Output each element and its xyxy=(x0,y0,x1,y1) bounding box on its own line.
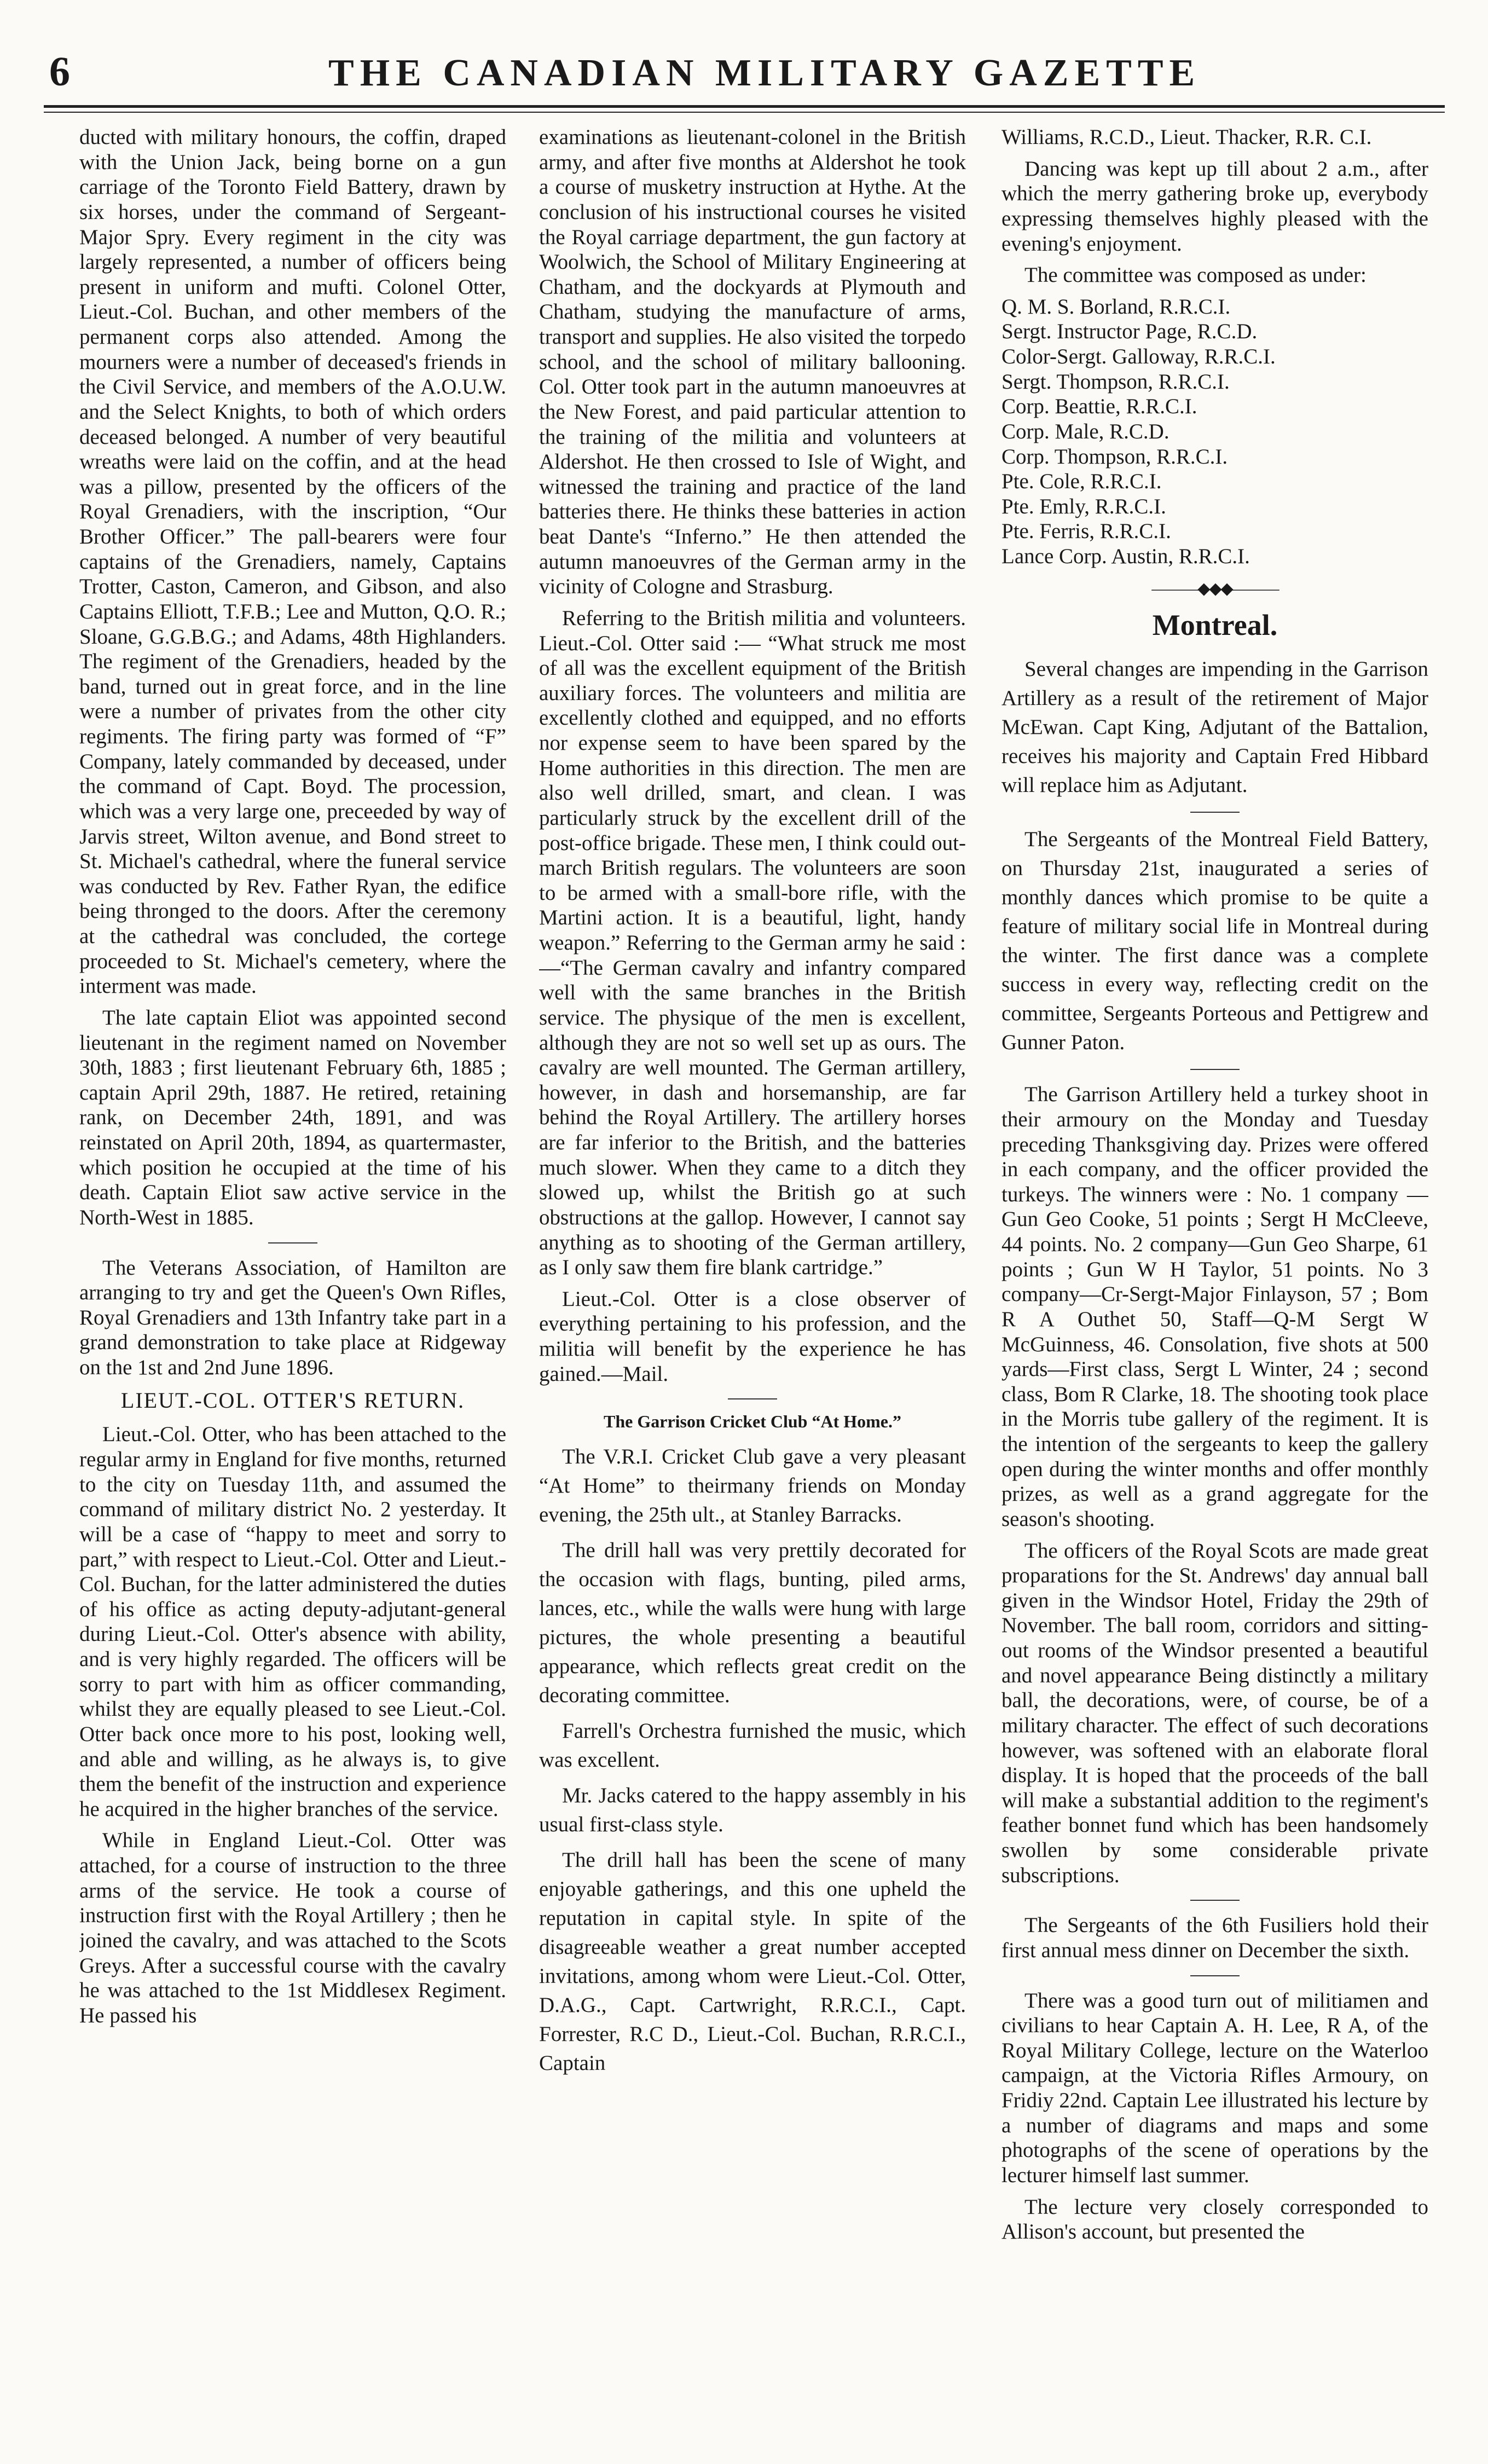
page-number: 6 xyxy=(49,49,70,95)
list-item: Q. M. S. Borland, R.R.C.I. xyxy=(1001,294,1231,319)
article-paragraph: The Sergeants of the Montreal Field Battery, on Thursday 21st, inaugurated a series of monthly dances which promise to be quite a feature of military social life in Montreal during the winter. The first dance was a complete success in every way, reflecting credit on the committee, Sergeants Porteous and Pettigrew and Gunner Paton. xyxy=(1001,828,1428,1055)
list-item: Corp. Thompson, R.R.C.I. xyxy=(1001,444,1228,468)
section-divider xyxy=(1190,812,1240,813)
list-item: Corp. Beattie, R.R.C.I. xyxy=(1001,395,1197,419)
committee-list xyxy=(1001,294,1428,569)
article-paragraph: Farrell's Orchestra furnished the music, which was excellent. xyxy=(539,1719,966,1772)
list-item: Pte. Emly, R.R.C.I. xyxy=(1001,494,1166,518)
section-divider xyxy=(268,1242,317,1243)
article-paragraph: The drill hall has been the scene of many enjoyable gatherings, and this one upheld the reputation in capital style. In spite of the disagreeable weather a great number accepted invitations, among whom were Lieut.-Col. Otter, D.A.G., Capt. Cartwright, R.R.C.I., Capt. Forrester, R.C D., Lieut.-Col. Buchan, R.R.C.I., Captain xyxy=(539,1848,966,2075)
list-item: Pte. Cole, R.R.C.I. xyxy=(1001,470,1162,494)
header-rule-thick xyxy=(44,105,1445,108)
article-paragraph: The V.R.I. Cricket Club gave a very pleasant “At Home” to theirmany friends on Monday evening, the 25th ult., at Stanley Barracks. xyxy=(539,1444,966,1526)
section-divider xyxy=(728,1398,777,1399)
ornament-divider: ———◆◆◆——— xyxy=(1151,579,1278,598)
section-divider xyxy=(1190,1069,1240,1070)
list-item: Color-Sergt. Galloway, R.R.C.I. xyxy=(1001,345,1276,368)
article-paragraph: Mr. Jacks catered to the happy assembly in his usual first-class style. xyxy=(539,1784,966,1837)
article-paragraph: The lecture very closely corresponded to Allison's account, but presented the xyxy=(1001,2195,1428,2244)
article-paragraph: The drill hall was very prettily decorated for the occasion with flags, bunting, piled arms, lances, etc., while the walls were hung with large pictures, the whole presenting a beautiful appearance, which reflects great credit on the decorating committee. xyxy=(539,1538,966,1707)
article-paragraph: The late captain Eliot was appointed second lieutenant in the regiment named on November 30th, 1883 ; first lieutenant February 6th, 1885 ; captain April 29th, 1887. He retired, retaining rank, on December 24th, 1891, and was reinstated on April 20th, 1894, as quartermaster, which position he occupied at the time of his death. Captain Eliot saw active service in the North-West in 1885. xyxy=(79,1005,506,1229)
column-3 xyxy=(1001,125,1428,2434)
article-paragraph: examinations as lieutenant-colonel in the British army, and after five months at Aldershot he took a course of musketry instruction at Hythe. At the conclusion of his instructional courses he visited the Royal carriage department, the gun factory at Woolwich, the School of Military Engineering at Chatham, and the dockyards at Plymouth and Chatham, studying the manufacture of arms, transport and supplies. He also visited the torpedo school, and the school of military ballooning. Col. Otter took part in the autumn manoeuvres at the New Forest, and paid particular attention to the training of the militia and volunteers at Aldershot. He then crossed to Isle of Wight, and witnessed the training and practice of the land batteries there. He thinks these batteries in action beat Dante's “Inferno.” He then attended the autumn manoeuvres of the German army in the vicinity of Cologne and Strasburg. xyxy=(539,125,966,599)
column-2 xyxy=(539,125,966,2434)
article-paragraph: ducted with military honours, the coffin, draped with the Union Jack, being borne on a gun carriage of the Toronto Field Battery, drawn by six horses, under the command of Sergeant-Major Spry. Every regiment in the city was largely represented, a number of officers being present in uniform and mufti. Colonel Otter, Lieut.-Col. Buchan, and other members of the permanent corps also attended. Among the mourners were a number of deceased's friends in the Civil Service, and members of the A.O.U.W. and the Select Knights, to both of which orders deceased belonged. A number of very beautiful wreaths were laid on the coffin, and at the head was a pillow, presented by the officers of the Royal Grenadiers, with the inscription, “Our Brother Officer.” The pall-bearers were four captains of the Grenadiers, namely, Captains Trotter, Caston, Cameron, and Gibson, and also Captains Elliott, T.F.B.; Lee and Mutton, Q.O. R.; Sloane, G.G.B.G.; and Adams, 48th Highlanders. The regiment of the Grenadiers, headed by the band, turned out in great force, and in the line were a number of privates from the other city regiments. The firing party was formed of “F” Company, lately commanded by deceased, under the command of Capt. Boyd. The procession, which was a very large one, preceeded by way of Jarvis street, Wilton avenue, and Bond street to St. Michael's cathedral, where the funeral service was conducted by Rev. Father Ryan, the edifice being thronged to the doors. After the ceremony at the cathedral was concluded, the cortege proceeded to St. Michael's cemetery, where the interment was made. xyxy=(79,125,506,998)
article-paragraph: Williams, R.C.D., Lieut. Thacker, R.R. C.I. xyxy=(1001,125,1372,149)
column-1 xyxy=(79,125,506,2434)
article-heading: The Garrison Cricket Club “At Home.” xyxy=(604,1412,901,1432)
header-rule-thin xyxy=(44,112,1445,113)
article-paragraph: The Veterans Association, of Hamilton are arranging to try and get the Queen's Own Rifles, Royal Grenadiers and 13th Infantry take part in a grand demonstration to take place at Ridgeway on the 1st and 2nd June 1896. xyxy=(79,1256,506,1379)
article-paragraph: Referring to the British militia and volunteers. Lieut.-Col. Otter said :— “What struck me most of all was the excellent equipment of the British auxiliary forces. The volunteers and militia are excellently clothed and equipped, and no efforts nor expense seem to have been spared by the Home authorities in this direction. The men are also well drilled, smart, and clean. I was particularly struck by the excellent drill of the post-office brigade. These men, I think could out-march British regulars. The volunteers are soon to be armed with a small-bore rifle, with the Martini action. It is a beautiful, light, handy weapon.” Referring to the German army he said : —“The German cavalry and infantry compared well with the same branches in the British service. The physique of the men is excellent, although they are not so well set up as ours. The cavalry are well mounted. The German artillery, however, in dash and horsemanship, are far behind the Royal Artillery. The artillery horses are far inferior to the British, and the batteries much slower. When they came to a ditch they slowed up, whilst the British go at such obstructions at the gallop. However, I cannot say anything as to shooting of the German artillery, as I only saw them fire blank cartridge.” xyxy=(539,606,966,1280)
page-header xyxy=(44,33,1445,115)
article-paragraph: While in England Lieut.-Col. Otter was attached, for a course of instruction to the three arms of the service. He took a course of instruction first with the Royal Artillery ; then he joined the cavalry, and was attached to the Scots Greys. After a successful course with the cavalry he was attached to the 1st Middlesex Regiment. He passed his xyxy=(79,1829,506,2027)
article-heading: LIEUT.-COL. OTTER'S RETURN. xyxy=(120,1387,465,1413)
section-divider xyxy=(1190,1975,1240,1976)
list-item: Sergt. Instructor Page, R.C.D. xyxy=(1001,320,1258,344)
article-paragraph: Lieut.-Col. Otter is a close observer of everything pertaining to his profession, and the militia will benefit by the experience he has gained.—Mail. xyxy=(539,1287,966,1386)
article-paragraph: Lieut.-Col. Otter, who has been attached to the regular army in England for five months, returned to the city on Tuesday 11th, and assumed the command of military district No. 2 yesterday. It will be a case of “happy to meet and sorry to part,” with respect to Lieut.-Col. Otter and Lieut.-Col. Buchan, for the latter administered the duties of his office as acting deputy-adjutant-general during Lieut.-Col. Otter's absence with ability, and is very highly regarded. The officers will be sorry to part with him as officer commanding, whilst they are equally pleased to see Lieut.-Col. Otter back once more to his post, looking well, and able and willing, as he always is, to give them the benefit of the instruction and experience he acquired in the higher branches of the service. xyxy=(79,1422,506,1821)
list-item: Pte. Ferris, R.R.C.I. xyxy=(1001,519,1171,543)
article-paragraph: The officers of the Royal Scots are made great proparations for the St. Andrews' day annual ball given in the Windsor Hotel, Friday the 29th of November. The ball room, corridors and sitting-out rooms of the Windsor presented a beautiful and novel appearance Being distinctly a military ball, the decorations, were, of course, be of a military character. The effect of such decorations however, was softened with an elaborate floral display. It is hoped that the proceeds of the ball will make a substantial addition to the regiment's feather bonnet fund which has been handsomely swollen by some considerable private subscriptions. xyxy=(1001,1538,1428,1887)
article-paragraph: Several changes are impending in the Garrison Artillery as a result of the retirement of Major McEwan. Capt King, Adjutant of the Battalion, receives his majority and Captain Fred Hibbard will replace him as Adjutant. xyxy=(1001,657,1428,797)
newspaper-title: THE CANADIAN MILITARY GAZETTE xyxy=(328,52,1201,94)
article-paragraph: Dancing was kept up till about 2 a.m., after which the merry gathering broke up, everybody expressing themselves highly pleased with the evening's enjoyment. xyxy=(1001,157,1428,256)
section-title: Montreal. xyxy=(1152,608,1278,641)
list-item: Corp. Male, R.C.D. xyxy=(1001,419,1169,443)
article-paragraph: There was a good turn out of militiamen and civilians to hear Captain A. H. Lee, R A, of the Royal Military College, lecture on the Waterloo campaign, at the Victoria Rifles Armoury, on Fridiy 22nd. Captain Lee illustrated his lecture by a number of diagrams and maps and some photographs of the scene of operations by the lecturer himself last summer. xyxy=(1001,1988,1428,2187)
section-divider xyxy=(1190,1900,1240,1901)
article-paragraph: The Sergeants of the 6th Fusiliers hold their first annual mess dinner on December the sixth. xyxy=(1001,1913,1428,1962)
article-paragraph: The committee was composed as under: xyxy=(1024,263,1367,287)
list-item: Sergt. Thompson, R.R.C.I. xyxy=(1001,369,1230,394)
list-item: Lance Corp. Austin, R.R.C.I. xyxy=(1001,545,1250,568)
article-paragraph: The Garrison Artillery held a turkey shoot in their armoury on the Monday and Tuesday preceding Thanksgiving day. Prizes were offered in each company, and the officer provided the turkeys. The winners were : No. 1 company —Gun Geo Cooke, 51 points ; Sergt H McCleeve, 44 points. No. 2 company—Gun Geo Sharpe, 61 points ; Gun W H Taylor, 51 points. No 3 company—Cr-Sergt-Major Finlayson, 57 ; Bom R A Outhet 50, Staff—Q-M Sergt W McGuinness, 46. Consolation, five shots at 500 yards—First class, Sergt L Winter, 24 ; second class, Bom R Clarke, 18. The shooting took place in the Morris tube gallery of the regiment. It is the intention of the sergeants to keep the gallery open during the winter months and offer monthly prizes, as well as a grand aggregate for the season's shooting. xyxy=(1001,1083,1428,1531)
